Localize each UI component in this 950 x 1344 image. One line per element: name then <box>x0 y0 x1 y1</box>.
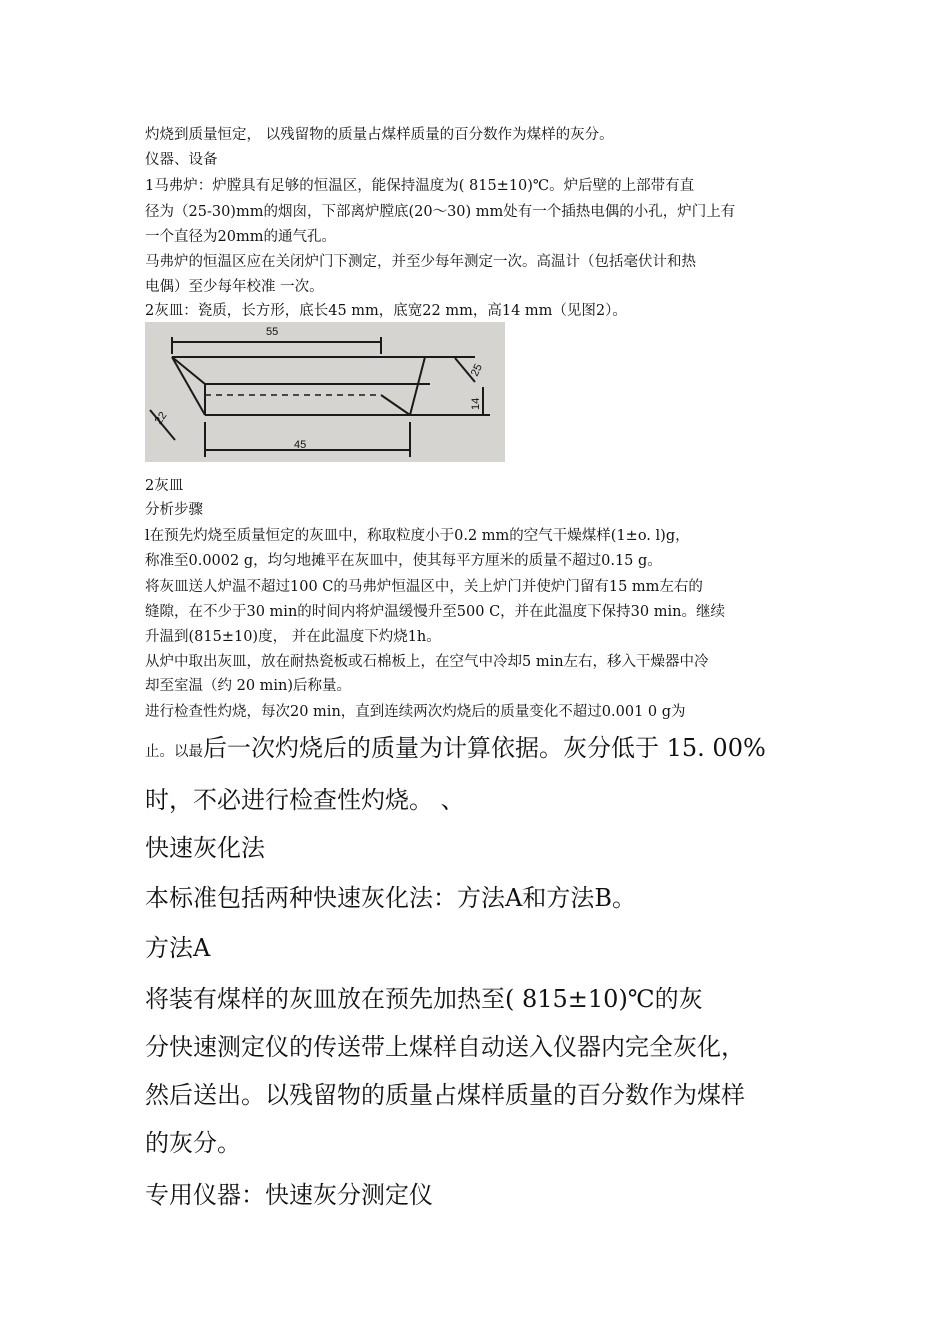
section-heading-method-a: 方法A <box>145 934 211 962</box>
text-line: 缝隙，在不少于30 min的时间内将炉温缓慢升至500 C，并在此温度下保持30 min。继续 <box>145 604 725 620</box>
text-line: 电偶）至少每年校准 一次。 <box>145 279 324 295</box>
text-line-large: 的灰分。 <box>145 1129 241 1157</box>
dim-top-label: 55 <box>266 326 279 338</box>
text-line-large: 分快速测定仪的传送带上煤样自动送入仪器内完全灰化， <box>145 1033 745 1061</box>
text-line-large: 专用仪器：快速灰分测定仪 <box>145 1181 433 1209</box>
text-line: 升温到(815±10)度， 并在此温度下灼烧1h。 <box>145 629 441 645</box>
text-line: 2灰皿：瓷质，长方形，底长45 mm，底宽22 mm，高14 mm（见图2）。 <box>145 303 627 319</box>
dim-bottom-label: 45 <box>294 439 307 451</box>
text-line-large: 时，不必进行检查性灼烧。 、 <box>145 786 465 814</box>
text-line: 灼烧到质量恒定， 以残留物的质量占煤样质量的百分数作为煤样的灰分。 <box>145 127 614 143</box>
section-heading-quick-ashing: 快速灰化法 <box>145 834 265 862</box>
ash-dish-figure <box>145 322 505 462</box>
dim-right-slant-label: 25 <box>468 362 485 379</box>
text-line: 进行检查性灼烧，每次20 min，直到连续两次灼烧后的质量变化不超过0.001 0 g为 <box>145 704 686 720</box>
text-line: 从炉中取出灰皿，放在耐热瓷板或石棉板上，在空气中冷却5 min左右，移入干燥器中冷 <box>145 654 709 670</box>
text-line: l在预先灼烧至质量恒定的灰皿中，称取粒度小于0.2 mm的空气干燥煤样(1±o. l)g， <box>145 528 690 544</box>
mixed-size-line <box>145 728 766 772</box>
text-line: 将灰皿送人炉温不超过100 C的马弗炉恒温区中，关上炉门并使炉门留有15 mm左右的 <box>145 579 703 595</box>
mixed-line-small-part: 止。以最 <box>145 744 203 760</box>
text-line: 径为（25-30)mm的烟囱，下部离炉膛底(20～30) mm处有一个插热电偶的小孔，炉门上有 <box>145 204 736 220</box>
text-line: 1马弗炉：炉膛具有足够的恒温区，能保持温度为( 815±10)℃。炉后壁的上部带有直 <box>145 178 695 194</box>
section-heading-procedure: 分析步骤 <box>145 502 203 518</box>
section-heading-instruments: 仪器、设备 <box>145 152 218 168</box>
text-line: 一个直径为20mm的通气孔。 <box>145 229 336 245</box>
dim-left-label: 22 <box>152 409 170 427</box>
text-line-large: 然后送出。以残留物的质量占煤样质量的百分数作为煤样 <box>145 1081 745 1109</box>
dim-height-label: 14 <box>470 397 482 410</box>
text-line: 马弗炉的恒温区应在关闭炉门下测定，并至少每年测定一次。高温计（包括毫伏计和热 <box>145 254 696 270</box>
figure-caption: 2灰皿 <box>145 478 184 494</box>
ash-dish-drawing <box>145 322 505 462</box>
text-line-large: 本标准包括两种快速灰化法：方法A和方法B。 <box>145 884 636 912</box>
text-line: 却至室温（约 20 min)后称量。 <box>145 678 352 694</box>
mixed-line-large-part: 后一次灼烧后的质量为计算依据。灰分低于 15. 00% <box>203 734 766 762</box>
text-line: 称准至0.0002 g，均匀地摊平在灰皿中，使其每平方厘米的质量不超过0.15 g。 <box>145 553 662 569</box>
text-line-large: 将装有煤样的灰皿放在预先加热至( 815±10)℃的灰 <box>145 985 703 1013</box>
